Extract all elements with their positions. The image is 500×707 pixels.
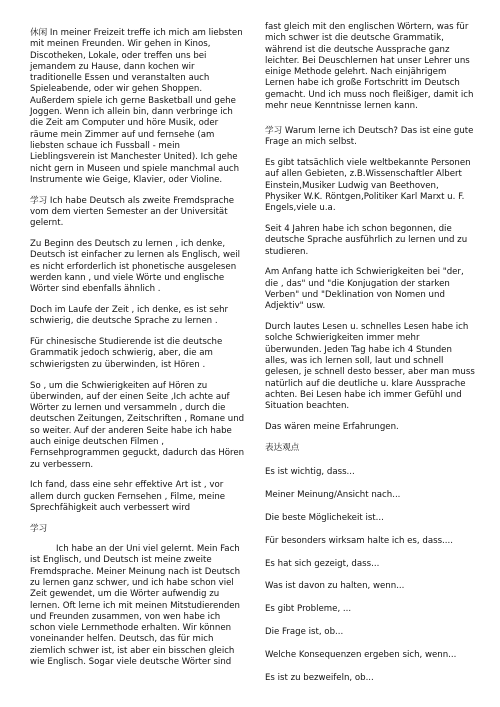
study-heading: 学习 bbox=[30, 523, 48, 534]
phrase-item: Es gibt Probleme, ... bbox=[265, 604, 352, 615]
why-german-paragraph: 学习 Warum lerne ich Deutsch? Das ist eine gute Frage an mich selbst. bbox=[265, 125, 474, 148]
phrase-item: Meiner Meinung/Ansicht nach... bbox=[265, 489, 401, 500]
famous-people-paragraph: Es gibt tatsächlich viele weltbekannte Personen auf allen Gebieten, z.B.Wissenschaftler Albert Einstein,Musiker Ludwig van Beethoven, Physiker W.K. Röntgen,Politiker Karl Marxt u. F. Engels,viele u.a. bbox=[265, 157, 471, 214]
grammar-paragraph: Für chinesische Studierende ist die deutsche Grammatik jedoch schwierig, aber, die am schwierigsten zu überwinden, ist Hören . bbox=[30, 337, 223, 370]
continuation-paragraph: fast gleich mit den englischen Wörtern, was für mich schwer ist die deutsche Grammatik, während ist die deutsche Aussprache ganz leichter. Bei Deuschlernen hat unser Lehrer uns einige Methode gelehrt. Nach einjährigem Lernen habe ich große Fortschritt im Deutsch gemacht. Und ich muss noch fleißiger, damit ich mehr neue Kenntnisse lernen kann. bbox=[265, 22, 474, 112]
university-paragraph: Ich habe an der Uni viel gelernt. Mein Fach ist Englisch, und Deutsch ist meine zweite Fremdsprache. Meiner Meinung nach ist Deutsch zu lernen ganz schwer, und ich habe schon viel Zeit gewendet, um die Wörter aufwendig zu lernen. Oft lerne ich mit meinen Mitstudierenden und Freunden zusammen, von wen habe ich schon viele Lernmethode erhalten. Wir können voneinander helfen. Deutsch, das für mich ziemlich schwer ist, ist aber ein bisschen gleich wie Englisch. Sogar viele deutsche Wörter sind bbox=[30, 544, 241, 668]
expressing-opinion-heading: 表达观点 bbox=[265, 442, 300, 453]
phrase-item: Was ist davon zu halten, wenn... bbox=[265, 581, 405, 592]
experiences-paragraph: Das wären meine Erfahrungen. bbox=[265, 421, 399, 432]
reading-method-paragraph: Durch lautes Lesen u. schnelles Lesen habe ich solche Schwierigkeiten immer mehr überwunden. Jeden Tag habe ich 4 Stunden alles, was ich lernen soll, laut und schnell gelesen, je schnell desto besser, aber man muss natürlich auf die deutliche u. klare Aussprache achten. Bei Lesen habe ich immer Gefühl und Situation beachten. bbox=[265, 322, 475, 412]
phrase-item: Es ist zu bezweifeln, ob... bbox=[265, 673, 374, 684]
phrase-item: Die beste Möglichekeit ist... bbox=[265, 512, 384, 523]
phrase-item: Es hat sich gezeigt, dass... bbox=[265, 558, 380, 569]
phrase-item: Es ist wichtig, dass... bbox=[265, 467, 355, 477]
difficulty-paragraph: Doch im Laufe der Zeit , ich denke, es ist sehr schwierig, die deutsche Sprache zu lernen . bbox=[30, 305, 229, 327]
right-column bbox=[265, 22, 477, 696]
leisure-paragraph: 休闲 In meiner Freizeit treffe ich mich am liebsten mit meinen Freunden. Wir gehen in Kinos, Discotheken, Lokale, oder treffen uns bei jemandem zu Hause, dann kochen wir traditionelle Essen und veranstalten auch Spieleabende, oder wir gehen Shoppen. Außerdem spiele ich gerne Basketball und gehe Joggen. Wenn ich allein bin, dann verbringe ich die Zeit am Computer und höre Musik, oder räume mein Zimmer auf und fernsehe (am liebsten schaue ich Fussball - mein Lieblingsverein ist Manchester United). Ich gehe nicht gern in Museen und spiele manchmal auch Instrumente wie Geige, Klavier, oder Violine. bbox=[30, 28, 243, 185]
effective-method-paragraph: Ich fand, dass eine sehr effektive Art ist , vor allem durch gucken Fernsehen , Filme, meine Sprechfähigkeit auch verbessert wird bbox=[30, 480, 226, 513]
phrase-item: Welche Konsequenzen ergeben sich, wenn... bbox=[265, 650, 457, 661]
phrase-item: Für besonders wirksam halte ich es, dass.... bbox=[265, 535, 453, 546]
listening-paragraph: So , um die Schwierigkeiten auf Hören zu überwinden, auf der einen Seite ,Ich achte auf Wörter zu lernen und versammeln , durch die deutschen Zeitungen, Zeitschriften , Romane und so weiter. Auf der anderen Seite habe ich habe auch einige deutschen Filmen , Fernsehprogrammen geguckt, dadurch das Hören zu verbessern. bbox=[30, 380, 245, 470]
study-intro-paragraph: 学习 Ich habe Deutsch als zweite Fremdsprache vom dem vierten Semester an der Universität gelernt. bbox=[30, 195, 235, 229]
beginning-paragraph: Zu Beginn des Deutsch zu lernen , ich denke, Deutsch ist einfacher zu lernen als Englisch, weil es nicht erforderlich ist phonetische ausgelesen werden kann , und viele Wörte und englische Wörter sind ebenfalls ähnlich . bbox=[30, 239, 241, 295]
early-difficulties-paragraph: Am Anfang hatte ich Schwierigkeiten bei "der, die , das" und "die Konjugation der starken Verben" und "Deklination von Nomen und Adjektiv" usw. bbox=[265, 267, 464, 312]
phrase-item: Die Frage ist, ob... bbox=[265, 627, 344, 638]
left-column bbox=[30, 28, 247, 678]
phrase-list bbox=[265, 467, 477, 684]
four-years-paragraph: Seit 4 Jahren habe ich schon begonnen, die deutsche Sprache ausführlich zu lernen und zu studieren. bbox=[265, 223, 468, 257]
